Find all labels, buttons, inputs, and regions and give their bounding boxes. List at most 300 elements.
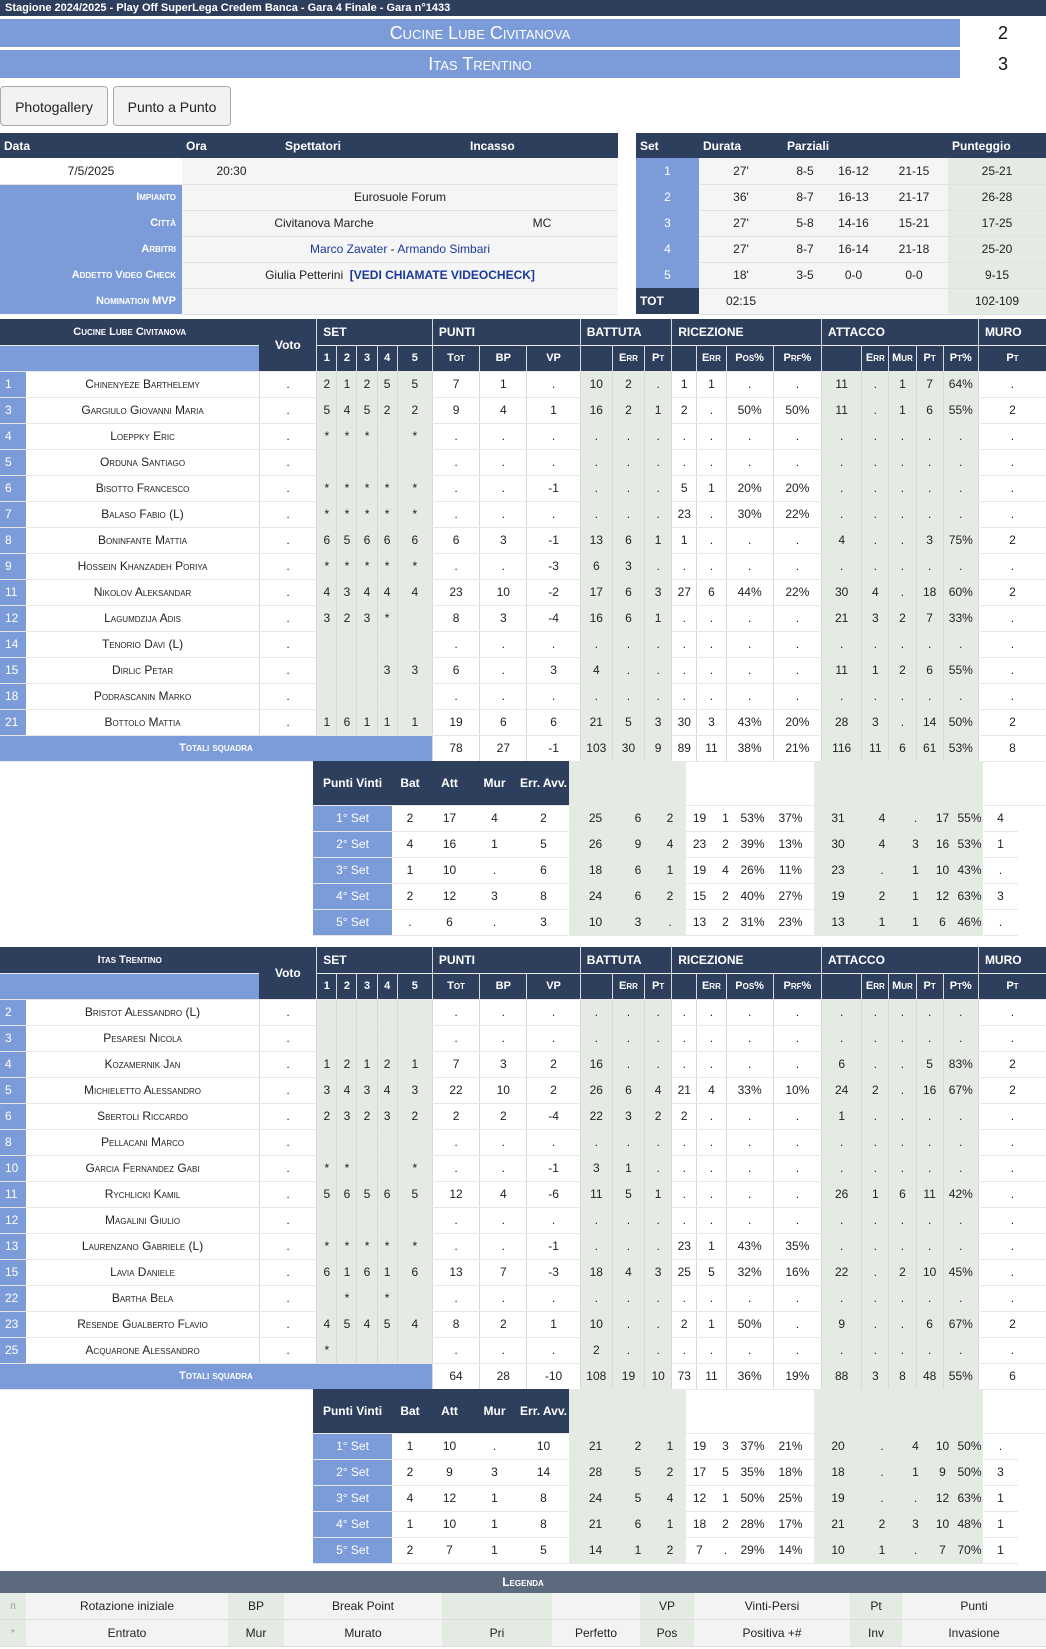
team-total-cell: 55% <box>943 1363 978 1389</box>
team-total-cell: 11 <box>697 735 726 761</box>
set-stats-blank <box>686 761 713 805</box>
column-header <box>822 345 862 371</box>
player-name[interactable]: Sbertoli Riccardo <box>26 1103 259 1129</box>
stat-cell <box>357 999 377 1025</box>
column-header: Pt <box>645 345 672 371</box>
player-row[interactable] <box>0 423 1046 449</box>
set-stats-cell: 3 <box>518 909 569 935</box>
set-stats-blank <box>686 1389 713 1433</box>
player-name[interactable]: Lagumdzija Adis <box>26 605 259 631</box>
set-stats-cell: 5 <box>622 1459 654 1485</box>
stat-cell: 55% <box>943 397 978 423</box>
stat-cell: . <box>259 1207 316 1233</box>
stat-cell: 6 <box>317 527 337 553</box>
home-team-name[interactable]: Cucine Lube Civitanova <box>0 19 960 47</box>
player-name[interactable]: Garcia Fernandez Gabi <box>26 1155 259 1181</box>
set-score: 25-21 <box>948 158 1046 184</box>
stat-cell <box>337 683 357 709</box>
set-stats-label: 2° Set <box>313 1459 392 1485</box>
stat-cell: 1 <box>480 371 527 397</box>
stat-cell: . <box>259 683 316 709</box>
stat-cell: . <box>527 1129 580 1155</box>
player-name[interactable]: Nikolov Aleksandar <box>26 579 259 605</box>
punti-group-header: PUNTI <box>432 947 580 973</box>
set-stats-label: 5° Set <box>313 909 392 935</box>
player-number: 15 <box>0 657 26 683</box>
stat-cell: . <box>978 475 1046 501</box>
set-stats-cell: 2 <box>518 805 569 831</box>
set-stats-cell: 14% <box>767 1537 814 1563</box>
stat-cell: 6 <box>337 1181 357 1207</box>
stat-cell: 1 <box>697 371 726 397</box>
stat-cell: . <box>726 371 773 397</box>
player-row[interactable] <box>0 1129 1046 1155</box>
column-header: BP <box>480 973 527 999</box>
stat-cell: . <box>773 371 821 397</box>
set-stats-blank <box>862 1389 902 1433</box>
player-name[interactable]: Bristot Alessandro (L) <box>26 999 259 1025</box>
player-row[interactable] <box>0 397 1046 423</box>
stat-cell: . <box>978 371 1046 397</box>
player-name[interactable]: Lavia Daniele <box>26 1259 259 1285</box>
stat-cell: . <box>672 999 697 1025</box>
stat-cell: 1 <box>337 1259 357 1285</box>
player-row[interactable] <box>0 449 1046 475</box>
set-stats-blank <box>1018 1389 1046 1433</box>
stat-cell: * <box>337 553 357 579</box>
stat-cell: . <box>259 371 316 397</box>
player-row[interactable] <box>0 709 1046 735</box>
set-stats-cell: 12 <box>929 883 956 909</box>
stat-cell: 6 <box>527 709 580 735</box>
set-stats-blank <box>767 761 814 805</box>
stat-cell: . <box>726 999 773 1025</box>
set-number: 3 <box>636 210 699 236</box>
stat-cell: 6 <box>317 1259 337 1285</box>
player-row[interactable] <box>0 553 1046 579</box>
stat-cell: . <box>862 1025 889 1051</box>
stat-cell: . <box>672 553 697 579</box>
player-row[interactable] <box>0 501 1046 527</box>
set-stats-cell: 31% <box>738 909 767 935</box>
player-name[interactable]: Rychlicki Kamil <box>26 1181 259 1207</box>
player-row[interactable] <box>0 1025 1046 1051</box>
player-name[interactable]: Orduna Santiago <box>26 449 259 475</box>
player-name[interactable]: Podrascanin Marko <box>26 683 259 709</box>
stat-cell: 1 <box>697 475 726 501</box>
set-stats-cell: 55% <box>956 805 983 831</box>
video-check-link[interactable]: [VEDI CHIAMATE VIDEOCHECK] <box>349 268 535 282</box>
set-stats-cell: 21 <box>569 1433 622 1459</box>
stat-cell: . <box>889 1233 916 1259</box>
legend-key: VP <box>640 1593 694 1620</box>
stat-cell: * <box>357 501 377 527</box>
stat-cell: . <box>480 1337 527 1363</box>
stat-cell: 3 <box>916 527 943 553</box>
stat-cell: 3 <box>480 1051 527 1077</box>
set-stats-cell: 21% <box>767 1433 814 1459</box>
column-header: Err <box>612 345 644 371</box>
stat-cell: 22% <box>773 501 821 527</box>
stat-cell: * <box>357 423 377 449</box>
stat-cell: * <box>377 1233 397 1259</box>
set-stats-cell: 4 <box>862 831 902 857</box>
set-stats-cell: . <box>983 857 1018 883</box>
player-row[interactable] <box>0 1181 1046 1207</box>
stat-cell <box>337 1025 357 1051</box>
set-stats-cell: 6 <box>929 909 956 935</box>
stat-cell: 1 <box>357 1051 377 1077</box>
stat-cell: . <box>580 631 612 657</box>
stat-cell: 4 <box>697 1077 726 1103</box>
player-name[interactable]: Bisotto Francesco <box>26 475 259 501</box>
stat-cell: . <box>862 397 889 423</box>
set-stats-cell: 10 <box>428 857 471 883</box>
player-row[interactable] <box>0 1207 1046 1233</box>
set-stats-row <box>313 1459 1046 1485</box>
stat-cell: . <box>259 501 316 527</box>
stat-cell: 4 <box>337 397 357 423</box>
stat-cell: 10 <box>580 1311 612 1337</box>
stat-cell: * <box>397 423 432 449</box>
set-stats-header: Punti Vinti <box>313 761 392 805</box>
set-stats-cell: 11% <box>767 857 814 883</box>
column-header: 1 <box>317 345 337 371</box>
battuta-group-header: BATTUTA <box>580 319 671 345</box>
team-totals-label: Totali squadra <box>0 735 432 761</box>
player-row[interactable] <box>0 683 1046 709</box>
set-score: 25-20 <box>948 236 1046 262</box>
stat-cell: 5 <box>612 709 644 735</box>
stat-cell: . <box>773 1207 821 1233</box>
player-number: 25 <box>0 1337 26 1363</box>
stat-cell: 2 <box>397 1103 432 1129</box>
player-row[interactable] <box>0 657 1046 683</box>
stat-cell: . <box>978 501 1046 527</box>
set-stats-blank <box>654 761 686 805</box>
set-stats-cell: 1 <box>862 909 902 935</box>
away-team-name[interactable]: Itas Trentino <box>0 50 960 78</box>
referee-2-link[interactable]: Armando Simbari <box>397 242 491 256</box>
stat-cell: 26 <box>822 1181 862 1207</box>
player-name[interactable]: Boninfante Mattia <box>26 527 259 553</box>
stat-cell <box>377 1337 397 1363</box>
player-row[interactable] <box>0 631 1046 657</box>
stat-cell: . <box>978 1025 1046 1051</box>
stat-cell: . <box>916 1337 943 1363</box>
player-row[interactable] <box>0 527 1046 553</box>
stat-cell: 6 <box>889 1181 916 1207</box>
stat-cell: . <box>889 631 916 657</box>
stat-cell: . <box>978 1129 1046 1155</box>
stat-cell: . <box>432 1155 479 1181</box>
stat-cell: 23 <box>672 501 697 527</box>
set-stats-cell: 18 <box>569 857 622 883</box>
player-number: 8 <box>0 527 26 553</box>
set-stats-cell: 53% <box>738 805 767 831</box>
set-stats-cell: 16 <box>929 831 956 857</box>
set-stats-cell: 2 <box>392 805 428 831</box>
stat-cell: 1 <box>612 1155 644 1181</box>
stat-cell: * <box>377 475 397 501</box>
set-score: 17-25 <box>948 210 1046 236</box>
column-header <box>672 973 697 999</box>
player-row[interactable] <box>0 1077 1046 1103</box>
player-name[interactable]: Kozamernik Jan <box>26 1051 259 1077</box>
column-header: 3 <box>357 345 377 371</box>
player-row[interactable] <box>0 1259 1046 1285</box>
stat-cell <box>397 605 432 631</box>
player-name[interactable]: Resende Gualberto Flavio <box>26 1311 259 1337</box>
player-name[interactable]: Bottolo Mattia <box>26 709 259 735</box>
player-name[interactable]: Tenorio Davi (L) <box>26 631 259 657</box>
stat-cell: * <box>397 553 432 579</box>
set-stats-cell: 2 <box>392 883 428 909</box>
stat-cell: 6 <box>580 553 612 579</box>
stat-cell: . <box>726 449 773 475</box>
stat-cell: 10 <box>916 1259 943 1285</box>
stat-cell: 5 <box>357 397 377 423</box>
player-row[interactable] <box>0 605 1046 631</box>
referee-1-link[interactable]: Marco Zavater <box>309 242 388 256</box>
set-stats-blank <box>713 1389 738 1433</box>
stat-cell <box>397 683 432 709</box>
column-header: Pos% <box>726 973 773 999</box>
set-stats-cell: 39% <box>738 831 767 857</box>
stat-cell: 2 <box>889 1259 916 1285</box>
stat-cell: . <box>259 1285 316 1311</box>
set-stats-cell: 10 <box>929 1511 956 1537</box>
stat-cell: . <box>612 657 644 683</box>
set-stats-cell: 1 <box>622 1537 654 1563</box>
column-header: Tot <box>432 345 479 371</box>
province-value: MC <box>466 210 618 236</box>
stat-cell: . <box>259 1025 316 1051</box>
stat-cell: 23 <box>672 1233 697 1259</box>
stat-cell <box>377 631 397 657</box>
stat-cell: . <box>697 397 726 423</box>
set-header-punteggio: Punteggio <box>948 133 1046 158</box>
stat-cell: . <box>916 1207 943 1233</box>
set-stats-cell: 14 <box>569 1537 622 1563</box>
player-row[interactable] <box>0 999 1046 1025</box>
stat-cell: . <box>773 657 821 683</box>
stat-cell <box>337 999 357 1025</box>
stat-cell: 7 <box>916 605 943 631</box>
stat-cell <box>377 1155 397 1181</box>
stat-cell: . <box>822 1233 862 1259</box>
player-row[interactable] <box>0 1285 1046 1311</box>
set-stats-cell: 50% <box>956 1459 983 1485</box>
set-stats-cell: 4 <box>654 831 686 857</box>
set-stats-header: Att <box>428 1389 471 1433</box>
set-stats-cell: 46% <box>956 909 983 935</box>
player-name[interactable]: Dirlic Petar <box>26 657 259 683</box>
player-row[interactable] <box>0 1311 1046 1337</box>
player-name[interactable]: Chinenyeze Barthelemy <box>26 371 259 397</box>
stat-cell: . <box>645 1207 672 1233</box>
stat-cell: . <box>726 1103 773 1129</box>
stat-cell: -4 <box>527 605 580 631</box>
set-score: 9-15 <box>948 262 1046 288</box>
stat-cell: 22 <box>432 1077 479 1103</box>
player-name[interactable]: Loeppky Eric <box>26 423 259 449</box>
player-name[interactable]: Gargiulo Giovanni Maria <box>26 397 259 423</box>
stat-cell: 6 <box>397 1259 432 1285</box>
player-name[interactable]: Michieletto Alessandro <box>26 1077 259 1103</box>
stat-cell: 5 <box>317 397 337 423</box>
stat-cell: . <box>862 1259 889 1285</box>
stat-cell: . <box>697 657 726 683</box>
column-header: VP <box>527 973 580 999</box>
team-total-cell: 73 <box>672 1363 697 1389</box>
stat-cell: . <box>580 1025 612 1051</box>
stat-cell: . <box>697 631 726 657</box>
column-header: Pt <box>978 345 1046 371</box>
player-number: 12 <box>0 1207 26 1233</box>
stat-cell: 3 <box>317 605 337 631</box>
stat-cell: . <box>822 1207 862 1233</box>
stat-cell <box>317 1025 337 1051</box>
stat-cell: . <box>773 605 821 631</box>
team-subheader <box>0 345 259 371</box>
stat-cell: . <box>580 1285 612 1311</box>
set-stats-blank <box>569 1389 622 1433</box>
stat-cell: . <box>645 657 672 683</box>
stat-cell: 1 <box>889 371 916 397</box>
team-header: Cucine Lube Civitanova <box>0 319 259 345</box>
set-stats-cell: 12 <box>428 883 471 909</box>
player-row[interactable] <box>0 1155 1046 1181</box>
stat-cell: . <box>978 1181 1046 1207</box>
stat-cell <box>317 657 337 683</box>
player-name[interactable]: Magalini Giulio <box>26 1207 259 1233</box>
set-stats-cell: 30 <box>814 831 862 857</box>
player-name[interactable]: Pesaresi Nicola <box>26 1025 259 1051</box>
stat-cell: . <box>889 553 916 579</box>
stat-cell: . <box>432 1025 479 1051</box>
player-row[interactable] <box>0 1103 1046 1129</box>
stat-cell: 2 <box>889 657 916 683</box>
stat-cell: . <box>726 1129 773 1155</box>
set-stats-cell: 16 <box>428 831 471 857</box>
stat-cell: 5 <box>612 1181 644 1207</box>
stat-cell: . <box>943 501 978 527</box>
stat-cell: 42% <box>943 1181 978 1207</box>
stat-cell: . <box>889 501 916 527</box>
set-total-blank <box>783 288 948 314</box>
set-stats-cell: 9 <box>428 1459 471 1485</box>
player-row[interactable] <box>0 1233 1046 1259</box>
legend-key: Inv <box>850 1620 902 1647</box>
stat-cell: 2 <box>672 1103 697 1129</box>
stat-cell: 3 <box>527 657 580 683</box>
video-check-official: Giulia Petterini <box>265 268 344 282</box>
player-name[interactable]: Hossein Khanzadeh Poriya <box>26 553 259 579</box>
stat-cell: 60% <box>943 579 978 605</box>
team-total-cell: 8 <box>978 735 1046 761</box>
player-row[interactable] <box>0 579 1046 605</box>
player-row[interactable] <box>0 475 1046 501</box>
team-total-cell: 48 <box>916 1363 943 1389</box>
player-number: 10 <box>0 1155 26 1181</box>
stat-cell: * <box>357 475 377 501</box>
column-header: Mur <box>889 345 916 371</box>
stat-cell: . <box>943 449 978 475</box>
legend-row <box>0 1593 1046 1620</box>
stat-cell: 19 <box>432 709 479 735</box>
set-partial-3: 0-0 <box>880 262 948 288</box>
set-stats-cell: 10 <box>814 1537 862 1563</box>
set-stats-label: 4° Set <box>313 883 392 909</box>
player-name[interactable]: Acquarone Alessandro <box>26 1337 259 1363</box>
stat-cell: 45% <box>943 1259 978 1285</box>
stat-cell: . <box>726 527 773 553</box>
set-stats-cell: 1 <box>983 831 1018 857</box>
set-partial-2: 16-12 <box>827 158 880 184</box>
set-stats-cell: 1 <box>902 883 929 909</box>
set-stats-label: 1° Set <box>313 1433 392 1459</box>
stat-cell: . <box>432 683 479 709</box>
stat-cell: . <box>889 999 916 1025</box>
stat-cell <box>397 1025 432 1051</box>
stat-cell: . <box>480 999 527 1025</box>
ricezione-group-header: RICEZIONE <box>672 947 822 973</box>
set-stats-cell: 4 <box>862 805 902 831</box>
stat-cell: 1 <box>697 1233 726 1259</box>
legend-desc: Positiva +# <box>694 1620 850 1647</box>
set-stats-cell: 2 <box>713 883 738 909</box>
stat-cell: . <box>480 1129 527 1155</box>
stat-cell: 6 <box>822 1051 862 1077</box>
stat-cell: 6 <box>612 527 644 553</box>
stat-cell: . <box>822 1129 862 1155</box>
stat-cell: 50% <box>726 397 773 423</box>
stat-cell: 1 <box>377 1259 397 1285</box>
player-row[interactable] <box>0 371 1046 397</box>
stat-cell: 2 <box>527 1077 580 1103</box>
stat-cell: . <box>527 423 580 449</box>
set-stats-cell: . <box>471 857 518 883</box>
punto-a-punto-button[interactable]: Punto a Punto <box>113 86 231 126</box>
player-name[interactable]: Pellacani Marco <box>26 1129 259 1155</box>
player-row[interactable] <box>0 1337 1046 1363</box>
stat-cell: . <box>773 553 821 579</box>
player-name[interactable]: Laurenzano Gabriele (L) <box>26 1233 259 1259</box>
team-totals-row <box>0 735 1046 761</box>
set-stats-cell: 2 <box>713 831 738 857</box>
set-stats-blank <box>929 1389 956 1433</box>
set-stats-cell: 6 <box>622 1511 654 1537</box>
stat-cell: * <box>377 501 397 527</box>
stat-cell <box>397 1337 432 1363</box>
set-stats-cell: 1 <box>902 1459 929 1485</box>
set-stats-row <box>313 909 1046 935</box>
set-stats-cell: 40% <box>738 883 767 909</box>
legend-marker: n <box>0 1593 26 1620</box>
player-name[interactable]: Bartha Bela <box>26 1285 259 1311</box>
player-name[interactable]: Balaso Fabio (L) <box>26 501 259 527</box>
set-stats-cell: 1 <box>983 1485 1018 1511</box>
photogallery-button[interactable]: Photogallery <box>0 86 108 126</box>
set-stats-cell: 21 <box>569 1511 622 1537</box>
player-row[interactable] <box>0 1051 1046 1077</box>
set-stats-cell: 2 <box>654 1459 686 1485</box>
column-header: 2 <box>337 973 357 999</box>
stat-cell: . <box>645 1311 672 1337</box>
stat-cell <box>337 657 357 683</box>
stat-cell: 30 <box>822 579 862 605</box>
